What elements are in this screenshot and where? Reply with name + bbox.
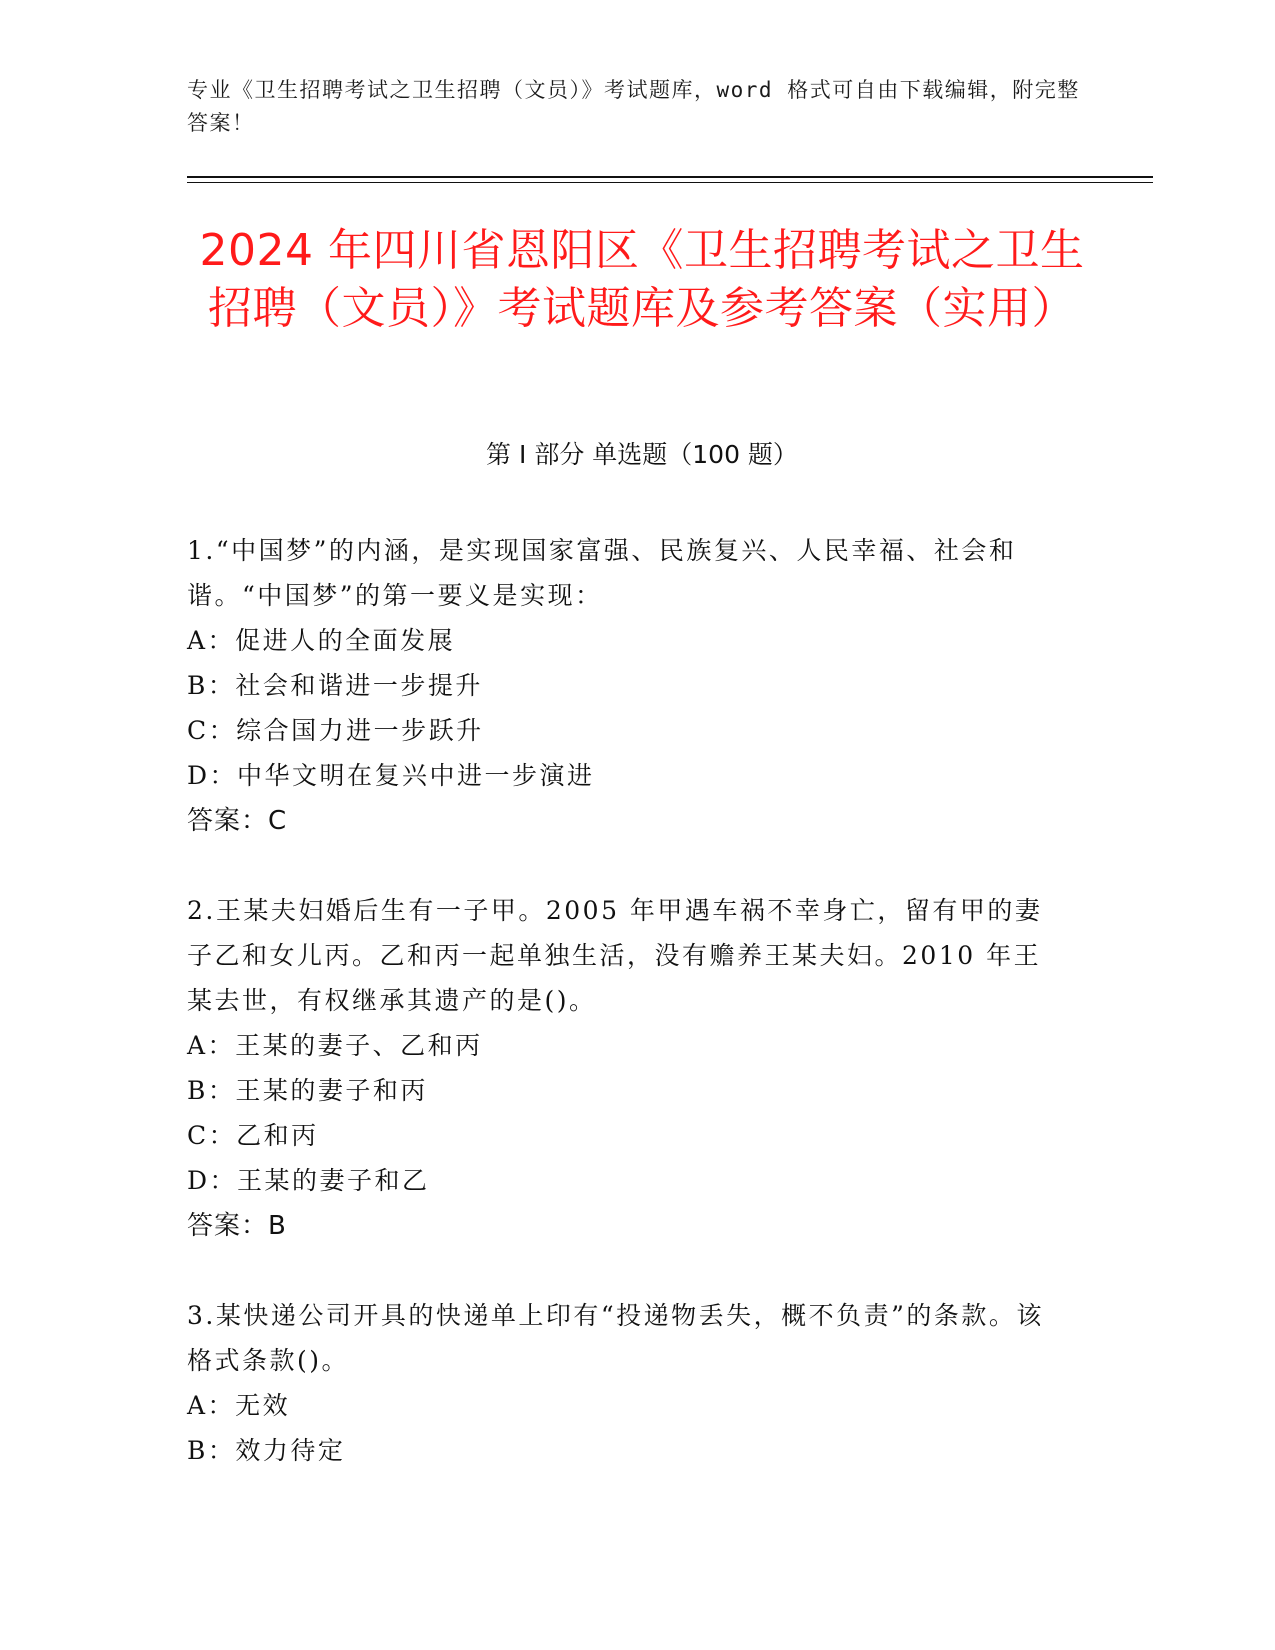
option-text: 无效 <box>235 1391 291 1420</box>
option-text: 社会和谐进一步提升 <box>235 671 483 700</box>
answer-line: 答案：C <box>187 806 288 836</box>
option-letter: D： <box>187 761 238 790</box>
header-rule-thick <box>187 176 1153 178</box>
option-letter: C： <box>187 1121 237 1150</box>
option-text: 促进人的全面发展 <box>235 626 456 655</box>
option-text: 王某的妻子、乙和丙 <box>235 1031 483 1060</box>
option-letter: A： <box>187 1031 236 1060</box>
question-1 <box>187 528 1067 844</box>
option-a <box>187 618 1067 663</box>
document-title: 2024 年四川省恩阳区《卫生招聘考试之卫生招聘（文员）》考试题库及参考答案（实用） <box>199 225 1085 334</box>
header-rule-thin <box>187 182 1153 183</box>
option-letter: B： <box>187 1436 236 1465</box>
answer-line: 答案：B <box>187 1211 287 1241</box>
option-a <box>187 1383 1067 1428</box>
option-letter: A： <box>187 626 236 655</box>
option-b <box>187 1068 1067 1113</box>
option-text: 中华文明在复兴中进一步演进 <box>237 761 595 790</box>
option-c <box>187 708 1067 753</box>
question-stem: 1.“中国梦”的内涵，是实现国家富强、民族复兴、人民幸福、社会和谐。“中国梦”的第一要义是实现： <box>187 536 1017 610</box>
question-3 <box>187 1293 1067 1473</box>
option-letter: B： <box>187 1076 236 1105</box>
option-text: 综合国力进一步跃升 <box>236 716 484 745</box>
option-text: 乙和丙 <box>236 1121 319 1150</box>
question-list <box>187 528 1067 1517</box>
question-stem: 3.某快递公司开具的快递单上印有“投递物丢失，概不负责”的条款。该格式条款()。 <box>187 1301 1044 1375</box>
option-b <box>187 1428 1067 1473</box>
option-d <box>187 753 1067 798</box>
option-b <box>187 663 1067 708</box>
option-text: 王某的妻子和丙 <box>235 1076 428 1105</box>
option-text: 效力待定 <box>235 1436 346 1465</box>
question-2 <box>187 888 1067 1249</box>
option-letter: A： <box>187 1391 236 1420</box>
option-letter: B： <box>187 671 236 700</box>
option-a <box>187 1023 1067 1068</box>
header-note: 专业《卫生招聘考试之卫生招聘（文员）》考试题库，word 格式可自由下载编辑，附完整答案！ <box>187 78 1080 135</box>
option-letter: C： <box>187 716 237 745</box>
option-c <box>187 1113 1067 1158</box>
option-text: 王某的妻子和乙 <box>237 1166 430 1195</box>
option-letter: D： <box>187 1166 238 1195</box>
section-heading: 第 I 部分 单选题（100 题） <box>486 440 798 469</box>
option-d <box>187 1158 1067 1203</box>
question-stem: 2.王某夫妇婚后生有一子甲。2005 年甲遇车祸不幸身亡，留有甲的妻子乙和女儿丙。乙和丙一起单独生活，没有赡养王某夫妇。2010 年王某去世，有权继承其遗产的是()。 <box>187 896 1043 1015</box>
